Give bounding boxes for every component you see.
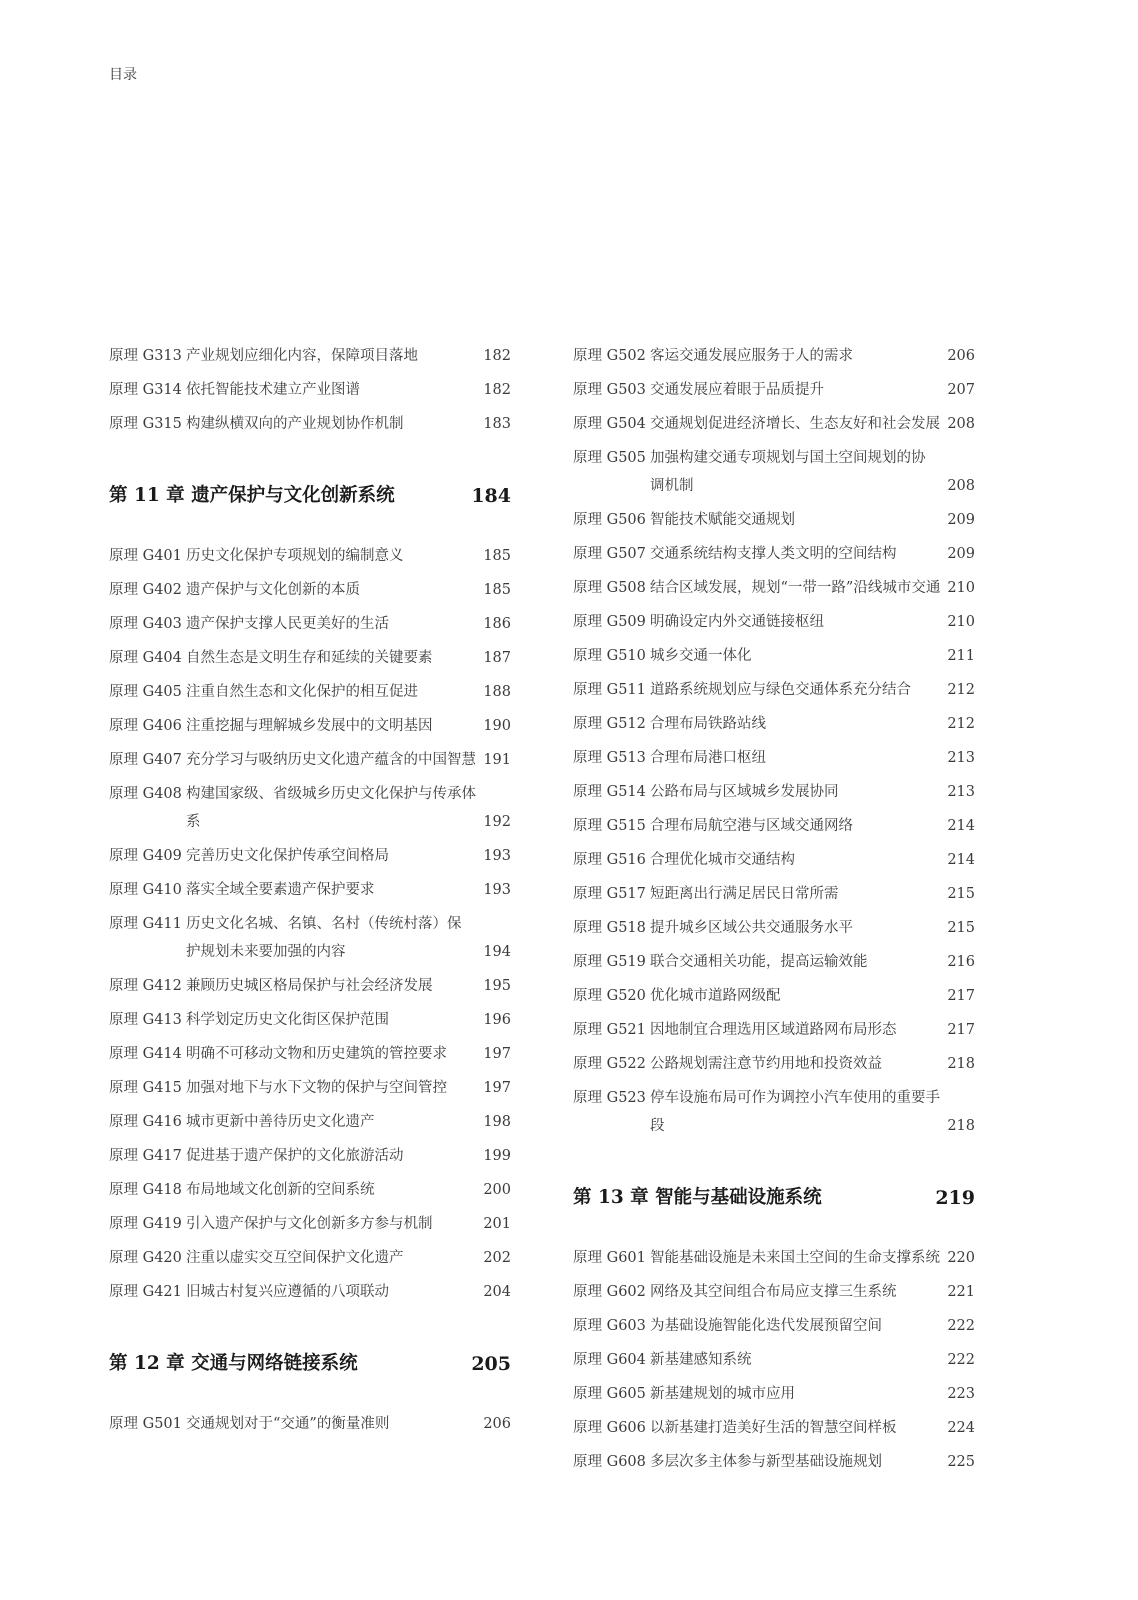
entry-code: 原理 G403 (109, 616, 182, 632)
entry-code: 原理 G410 (109, 882, 182, 898)
entry-page: 220 (947, 1250, 975, 1266)
toc-entry[interactable] (573, 574, 975, 602)
toc-entry[interactable] (109, 410, 511, 438)
toc-entry[interactable] (573, 778, 975, 806)
entry-code: 原理 G409 (109, 848, 182, 864)
entry-code: 原理 G516 (573, 852, 646, 868)
entry-code: 原理 G417 (109, 1148, 182, 1164)
entry-page: 222 (947, 1352, 975, 1368)
toc-entry[interactable] (573, 676, 975, 704)
toc-entry[interactable] (573, 812, 975, 840)
toc-entry[interactable] (573, 1050, 975, 1078)
entry-code: 原理 G421 (109, 1284, 182, 1300)
entry-title: 智能基础设施是未来国土空间的生命支撑系统 (650, 1250, 940, 1266)
entry-page: 222 (947, 1318, 975, 1334)
entry-title: 遗产保护与文化创新的本质 (186, 582, 360, 598)
entry-title: 明确设定内外交通链接枢纽 (650, 614, 824, 630)
entry-page: 206 (483, 1416, 511, 1432)
entry-code: 原理 G408 (109, 786, 182, 802)
toc-entry[interactable] (109, 1074, 511, 1102)
entry-title: 合理布局铁路站线 (650, 716, 766, 732)
toc-entry[interactable] (573, 376, 975, 404)
entry-code: 原理 G504 (573, 416, 646, 432)
entry-code: 原理 G419 (109, 1216, 182, 1232)
entry-code: 原理 G513 (573, 750, 646, 766)
entry-code: 原理 G313 (109, 348, 182, 364)
entry-page: 194 (483, 944, 511, 960)
entry-page: 218 (947, 1056, 975, 1072)
toc-entry[interactable] (109, 780, 511, 836)
entry-page: 224 (947, 1420, 975, 1436)
entry-page: 193 (483, 848, 511, 864)
toc-entry[interactable] (109, 1210, 511, 1238)
entry-title: 合理布局港口枢纽 (650, 750, 766, 766)
entry-page: 202 (483, 1250, 511, 1266)
toc-entry[interactable] (109, 712, 511, 740)
toc-entry[interactable] (573, 880, 975, 908)
toc-entry[interactable] (109, 746, 511, 774)
entry-code: 原理 G503 (573, 382, 646, 398)
entry-page: 208 (947, 478, 975, 494)
entry-code: 原理 G509 (573, 614, 646, 630)
entry-title: 道路系统规划应与绿色交通体系充分结合 (650, 682, 911, 698)
chapter-page: 184 (471, 485, 511, 507)
toc-entry[interactable] (573, 710, 975, 738)
entry-code: 原理 G402 (109, 582, 182, 598)
entry-title: 网络及其空间组合布局应支撑三生系统 (650, 1284, 897, 1300)
toc-entry[interactable] (573, 1346, 975, 1374)
toc-entry[interactable] (109, 644, 511, 672)
entry-page: 186 (483, 616, 511, 632)
page-header-label: 目录 (109, 67, 137, 83)
entry-page: 192 (483, 814, 511, 830)
entry-title: 结合区域发展，规划“一带一路”沿线城市交通 (650, 580, 941, 596)
entry-code: 原理 G407 (109, 752, 182, 768)
toc-entry[interactable] (109, 610, 511, 638)
entry-title: 自然生态是文明生存和延续的关键要素 (186, 650, 433, 666)
entry-page: 214 (947, 818, 975, 834)
toc-entry[interactable] (109, 1410, 511, 1438)
entry-title: 多层次多主体参与新型基础设施规划 (650, 1454, 882, 1470)
entry-code: 原理 G505 (573, 450, 646, 466)
entry-page: 217 (947, 988, 975, 1004)
entry-page: 223 (947, 1386, 975, 1402)
toc-entry[interactable] (573, 1448, 975, 1476)
entry-page: 206 (947, 348, 975, 364)
entry-page: 212 (947, 682, 975, 698)
entry-code: 原理 G514 (573, 784, 646, 800)
entry-page: 185 (483, 548, 511, 564)
entry-page: 213 (947, 750, 975, 766)
entry-code: 原理 G418 (109, 1182, 182, 1198)
entry-title: 合理布局航空港与区域交通网络 (650, 818, 853, 834)
entry-code: 原理 G608 (573, 1454, 646, 1470)
entry-page: 190 (483, 718, 511, 734)
entry-title: 客运交通发展应服务于人的需求 (650, 348, 853, 364)
entry-code: 原理 G511 (573, 682, 646, 698)
entry-code: 原理 G508 (573, 580, 646, 596)
entry-code: 原理 G501 (109, 1416, 182, 1432)
entry-page: 211 (947, 648, 975, 664)
toc-entry[interactable] (109, 542, 511, 570)
entry-title: 注重挖掘与理解城乡发展中的文明基因 (186, 718, 433, 734)
toc-group (109, 542, 511, 1306)
entry-page: 199 (483, 1148, 511, 1164)
entry-code: 原理 G420 (109, 1250, 182, 1266)
entry-code: 原理 G405 (109, 684, 182, 700)
entry-page: 183 (483, 416, 511, 432)
entry-code: 原理 G406 (109, 718, 182, 734)
entry-title: 完善历史文化保护传承空间格局 (186, 848, 389, 864)
toc-entry[interactable] (573, 1380, 975, 1408)
entry-title: 新基建感知系统 (650, 1352, 752, 1368)
entry-code: 原理 G507 (573, 546, 646, 562)
toc-entry[interactable] (573, 642, 975, 670)
chapter-page: 219 (935, 1187, 975, 1209)
toc-entry[interactable] (573, 410, 975, 438)
entry-page: 182 (483, 382, 511, 398)
entry-page: 204 (483, 1284, 511, 1300)
toc-entry[interactable] (109, 842, 511, 870)
toc-left-column (109, 342, 511, 1444)
toc-entry[interactable] (573, 506, 975, 534)
entry-page: 212 (947, 716, 975, 732)
entry-page: 200 (483, 1182, 511, 1198)
entry-page: 197 (483, 1046, 511, 1062)
entry-title: 交通规划促进经济增长、生态友好和社会发展 (650, 416, 940, 432)
toc-entry[interactable] (573, 744, 975, 772)
toc-entry[interactable] (109, 342, 511, 370)
entry-title: 促进基于遗产保护的文化旅游活动 (186, 1148, 404, 1164)
toc-group (109, 342, 511, 438)
toc-entry[interactable] (573, 914, 975, 942)
toc-entry[interactable] (109, 972, 511, 1000)
entry-title: 城市更新中善待历史文化遗产 (186, 1114, 375, 1130)
entry-page: 216 (947, 954, 975, 970)
chapter-title: 第 11 章 遗产保护与文化创新系统 (109, 485, 395, 506)
toc-group (573, 1244, 975, 1476)
toc-right-column (573, 342, 975, 1482)
entry-page: 209 (947, 512, 975, 528)
entry-code: 原理 G522 (573, 1056, 646, 1072)
toc-entry[interactable] (573, 1414, 975, 1442)
entry-code: 原理 G515 (573, 818, 646, 834)
entry-page: 217 (947, 1022, 975, 1038)
entry-page: 213 (947, 784, 975, 800)
entry-page: 210 (947, 614, 975, 630)
entry-title: 注重以虚实交互空间保护文化遗产 (186, 1250, 404, 1266)
entry-page: 218 (947, 1118, 975, 1134)
entry-code: 原理 G604 (573, 1352, 646, 1368)
entry-code: 原理 G512 (573, 716, 646, 732)
entry-code: 原理 G517 (573, 886, 646, 902)
entry-title: 以新基建打造美好生活的智慧空间样板 (650, 1420, 897, 1436)
entry-title: 因地制宜合理选用区域道路网布局形态 (650, 1022, 897, 1038)
entry-title: 历史文化名城、名镇、名村（传统村落）保护规划未来要加强的内容 (186, 916, 462, 960)
chapter-heading[interactable] (109, 1348, 511, 1380)
entry-code: 原理 G602 (573, 1284, 646, 1300)
entry-code: 原理 G314 (109, 382, 182, 398)
entry-title: 交通系统结构支撑人类文明的空间结构 (650, 546, 897, 562)
entry-code: 原理 G401 (109, 548, 182, 564)
entry-title: 交通规划对于“交通”的衡量准则 (186, 1416, 390, 1432)
entry-page: 185 (483, 582, 511, 598)
entry-title: 构建国家级、省级城乡历史文化保护与传承体系 (186, 786, 476, 830)
entry-title: 城乡交通一体化 (650, 648, 752, 664)
entry-code: 原理 G413 (109, 1012, 182, 1028)
toc-entry[interactable] (109, 1040, 511, 1068)
chapter-heading[interactable] (109, 480, 511, 512)
entry-page: 197 (483, 1080, 511, 1096)
entry-title: 历史文化保护专项规划的编制意义 (186, 548, 404, 564)
entry-code: 原理 G603 (573, 1318, 646, 1334)
toc-entry[interactable] (573, 540, 975, 568)
entry-page: 208 (947, 416, 975, 432)
toc-entry[interactable] (573, 846, 975, 874)
entry-code: 原理 G502 (573, 348, 646, 364)
entry-title: 公路布局与区域城乡发展协同 (650, 784, 839, 800)
entry-code: 原理 G412 (109, 978, 182, 994)
entry-code: 原理 G518 (573, 920, 646, 936)
entry-title: 布局地域文化创新的空间系统 (186, 1182, 375, 1198)
toc-entry[interactable] (109, 1142, 511, 1170)
toc-entry[interactable] (573, 444, 975, 500)
entry-title: 联合交通相关功能，提高运输效能 (650, 954, 868, 970)
entry-page: 191 (483, 752, 511, 768)
entry-code: 原理 G506 (573, 512, 646, 528)
entry-title: 产业规划应细化内容，保障项目落地 (186, 348, 418, 364)
entry-title: 智能技术赋能交通规划 (650, 512, 795, 528)
entry-page: 198 (483, 1114, 511, 1130)
entry-code: 原理 G605 (573, 1386, 646, 1402)
entry-code: 原理 G601 (573, 1250, 646, 1266)
chapter-heading[interactable] (573, 1182, 975, 1214)
entry-code: 原理 G521 (573, 1022, 646, 1038)
entry-code: 原理 G416 (109, 1114, 182, 1130)
entry-page: 214 (947, 852, 975, 868)
entry-page: 207 (947, 382, 975, 398)
entry-title: 为基础设施智能化迭代发展预留空间 (650, 1318, 882, 1334)
toc-entry[interactable] (573, 1278, 975, 1306)
entry-title: 注重自然生态和文化保护的相互促进 (186, 684, 418, 700)
entry-title: 充分学习与吸纳历史文化遗产蕴含的中国智慧 (186, 752, 476, 768)
toc-entry[interactable] (109, 1108, 511, 1136)
entry-title: 旧城古村复兴应遵循的八项联动 (186, 1284, 389, 1300)
entry-code: 原理 G404 (109, 650, 182, 666)
toc-entry[interactable] (109, 1176, 511, 1204)
entry-title: 明确不可移动文物和历史建筑的管控要求 (186, 1046, 447, 1062)
toc-entry[interactable] (573, 1084, 975, 1140)
entry-title: 依托智能技术建立产业图谱 (186, 382, 360, 398)
entry-title: 优化城市道路网级配 (650, 988, 781, 1004)
toc-entry[interactable] (109, 1278, 511, 1306)
toc-group (109, 1410, 511, 1438)
entry-title: 停车设施布局可作为调控小汽车使用的重要手段 (650, 1090, 940, 1134)
entry-title: 遗产保护支撑人民更美好的生活 (186, 616, 389, 632)
entry-title: 落实全域全要素遗产保护要求 (186, 882, 375, 898)
entry-code: 原理 G414 (109, 1046, 182, 1062)
toc-entry[interactable] (109, 1244, 511, 1272)
toc-entry[interactable] (573, 1016, 975, 1044)
entry-code: 原理 G315 (109, 416, 182, 432)
entry-title: 引入遗产保护与文化创新多方参与机制 (186, 1216, 433, 1232)
entry-title: 交通发展应着眼于品质提升 (650, 382, 824, 398)
entry-page: 188 (483, 684, 511, 700)
toc-entry[interactable] (573, 982, 975, 1010)
toc-entry[interactable] (109, 876, 511, 904)
entry-page: 187 (483, 650, 511, 666)
chapter-title: 第 12 章 交通与网络链接系统 (109, 1353, 358, 1374)
entry-code: 原理 G510 (573, 648, 646, 664)
toc-entry[interactable] (573, 608, 975, 636)
entry-page: 210 (947, 580, 975, 596)
entry-title: 加强构建交通专项规划与国土空间规划的协调机制 (650, 450, 926, 494)
entry-page: 193 (483, 882, 511, 898)
entry-code: 原理 G519 (573, 954, 646, 970)
entry-title: 新基建规划的城市应用 (650, 1386, 795, 1402)
toc-entry[interactable] (573, 948, 975, 976)
entry-title: 兼顾历史城区格局保护与社会经济发展 (186, 978, 433, 994)
toc-entry[interactable] (109, 1006, 511, 1034)
entry-title: 合理优化城市交通结构 (650, 852, 795, 868)
entry-page: 209 (947, 546, 975, 562)
entry-page: 221 (947, 1284, 975, 1300)
entry-page: 195 (483, 978, 511, 994)
toc-group (573, 342, 975, 1140)
entry-title: 提升城乡区域公共交通服务水平 (650, 920, 853, 936)
entry-code: 原理 G606 (573, 1420, 646, 1436)
entry-title: 构建纵横双向的产业规划协作机制 (186, 416, 404, 432)
toc-entry[interactable] (109, 910, 511, 966)
toc-entry[interactable] (573, 1312, 975, 1340)
entry-page: 215 (947, 886, 975, 902)
entry-code: 原理 G411 (109, 916, 182, 932)
entry-code: 原理 G520 (573, 988, 646, 1004)
entry-title: 公路规划需注意节约用地和投资效益 (650, 1056, 882, 1072)
entry-page: 215 (947, 920, 975, 936)
entry-page: 225 (947, 1454, 975, 1470)
entry-title: 加强对地下与水下文物的保护与空间管控 (186, 1080, 447, 1096)
entry-code: 原理 G523 (573, 1090, 646, 1106)
toc-entry[interactable] (573, 342, 975, 370)
toc-entry[interactable] (109, 678, 511, 706)
entry-page: 201 (483, 1216, 511, 1232)
entry-page: 182 (483, 348, 511, 364)
entry-code: 原理 G415 (109, 1080, 182, 1096)
chapter-page: 205 (471, 1353, 511, 1375)
entry-page: 196 (483, 1012, 511, 1028)
toc-entry[interactable] (109, 576, 511, 604)
toc-entry[interactable] (573, 1244, 975, 1272)
entry-title: 科学划定历史文化街区保护范围 (186, 1012, 389, 1028)
chapter-title: 第 13 章 智能与基础设施系统 (573, 1187, 822, 1208)
toc-entry[interactable] (109, 376, 511, 404)
entry-title: 短距离出行满足居民日常所需 (650, 886, 839, 902)
